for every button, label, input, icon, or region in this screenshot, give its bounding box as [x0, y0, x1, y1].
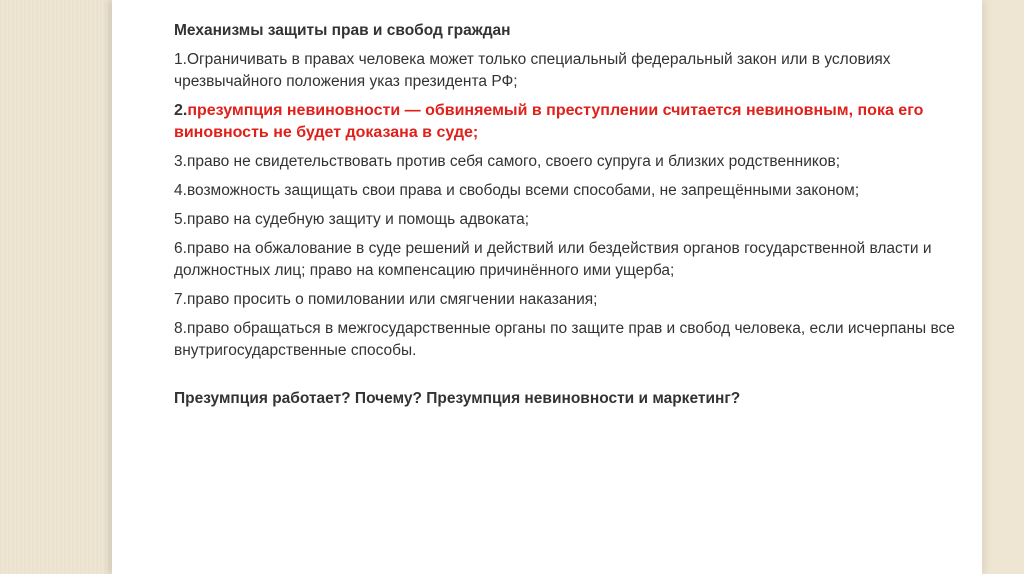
list-item-4 — [174, 180, 964, 202]
list-item-number: 7. — [174, 291, 187, 308]
list-item-number: 1. — [174, 51, 187, 68]
list-item-8 — [174, 318, 964, 362]
closing-question: Презумпция работает? Почему? Презумпция невиновности и маркетинг? — [174, 390, 741, 407]
list-item-2-highlighted — [174, 100, 964, 144]
slide-title: Механизмы защиты прав и свобод граждан — [174, 22, 511, 39]
list-item-number: 4. — [174, 182, 187, 199]
list-item-7 — [174, 289, 964, 311]
slide-content — [174, 20, 964, 410]
list-item-5 — [174, 209, 964, 231]
list-item-text: возможность защищать свои права и свободы всеми способами, не запрещёнными законом; — [186, 182, 860, 199]
list-item-1 — [174, 49, 964, 93]
list-item-number: 3. — [174, 153, 187, 170]
slide — [112, 0, 982, 574]
list-item-number: 2. — [174, 102, 188, 119]
list-item-text: презумпция невиновности — обвиняемый в преступлении считается невиновным, пока его виновность не будет доказана в суде; — [174, 102, 924, 141]
list-item-text: право обращаться в межгосударственные органы по защите прав и свобод человека, если исчерпаны все внутригосударственные способы. — [174, 320, 955, 359]
right-background-band — [982, 0, 1024, 574]
list-item-text: право не свидетельствовать против себя самого, своего супруга и близких родственников; — [186, 153, 840, 170]
list-item-number: 6. — [174, 240, 187, 257]
list-item-text: Ограничивать в правах человека может только специальный федеральный закон или в условиях чрезвычайного положения указ президента РФ; — [174, 51, 891, 90]
left-background-band — [0, 0, 112, 574]
list-item-number: 5. — [174, 211, 187, 228]
list-item-3 — [174, 151, 964, 173]
list-item-text: право на судебную защиту и помощь адвоката; — [186, 211, 530, 228]
list-item-number: 8. — [174, 320, 187, 337]
list-item-text: право на обжалование в суде решений и действий или бездействия органов государственной власти и должностных лиц; право на компенсацию причинённого ими ущерба; — [174, 240, 932, 279]
list-item-6 — [174, 238, 964, 282]
list-item-text: право просить о помиловании или смягчении наказания; — [186, 291, 598, 308]
